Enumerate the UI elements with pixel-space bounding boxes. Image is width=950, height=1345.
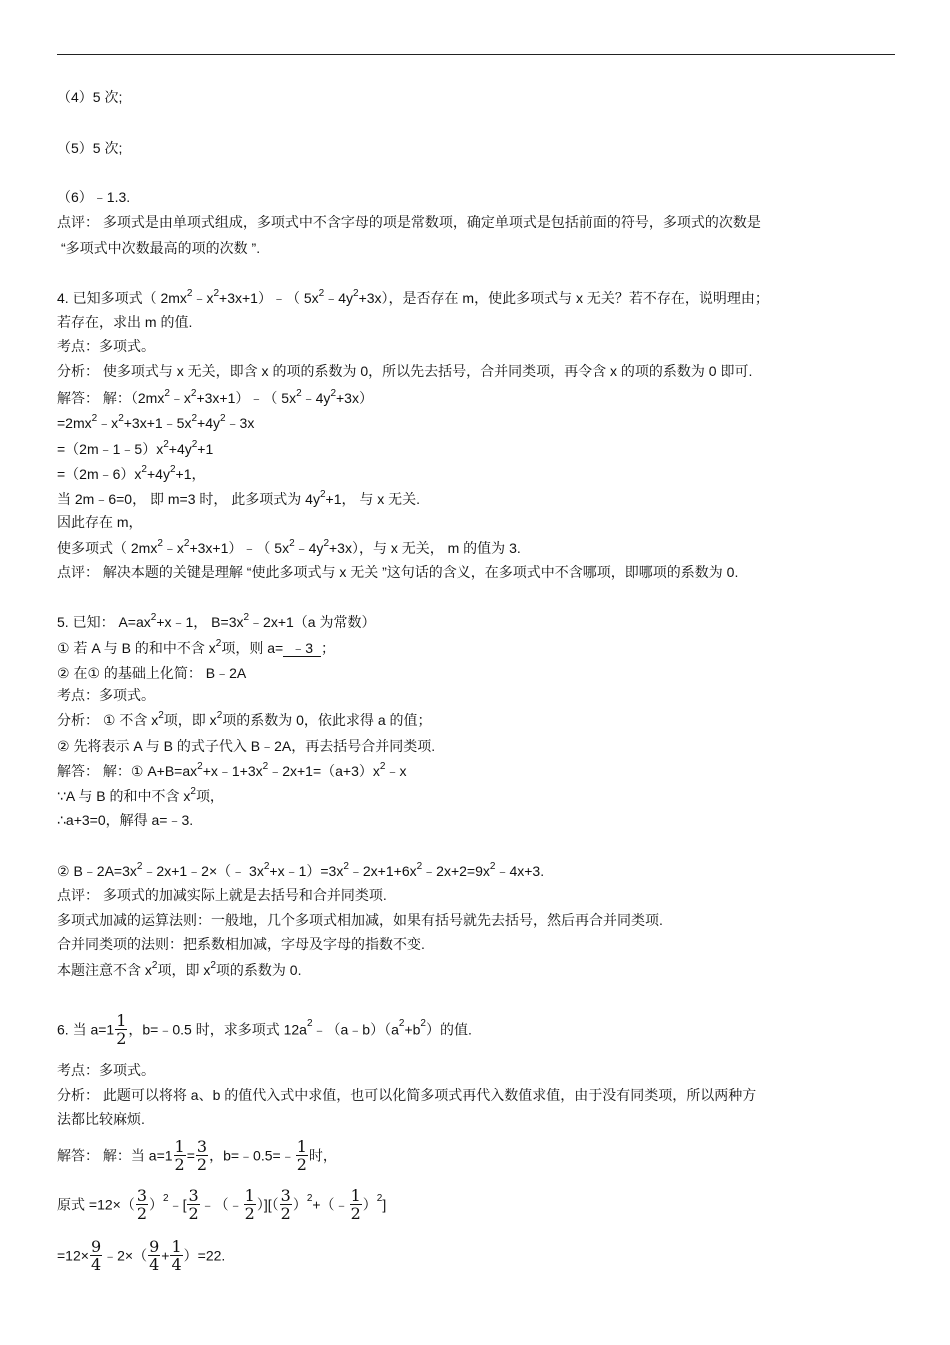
problem-4-step-1: $=2mx^2﹣x^2+3x+1﹣5x^2+4y^2﹣3x$ <box>57 413 255 431</box>
problem-6-analysis-2: 法都比较麻烦. <box>57 1111 145 1127</box>
problem-6-expression: 原式 =12×（ $\frac{3}{2}$ ）$^2$﹣[ $\frac{3}{2}$ ﹣（﹣ $\frac{1}{2}$ ）][（ $\frac{3}{2}$ ）$^2$+（﹣ $\frac{1}{2}$ ）$^2$] <box>57 1185 387 1223</box>
problem-4-step-3: $=(2m﹣6)x^2+4y^2+1$， <box>57 464 206 482</box>
fraction-one-half: $\frac{1}{2}$ <box>296 1136 307 1174</box>
problem-5-question: 5. 已知： $A=ax^2+x﹣1$， $B=3x^2﹣2x+1(a$ 为常数） <box>57 612 376 630</box>
problem-4-solution: 解答： 解：$(2mx^2﹣x^2+3x+1)﹣$（ $5x^2﹣4y^2+3x$） <box>57 388 373 406</box>
problem-5-step-3: ② $B﹣2A=3x^2﹣2x+1﹣2\times(﹣$ $3x^2+x﹣1)=3x^2﹣2x+1+6x^2﹣2x+2=9x^2﹣4x+3$. <box>57 861 545 879</box>
problem-5-analysis-2: ② 先将表示 A 与 B 的式子代入 B﹣2A，再去括号合并同类项. <box>57 738 436 754</box>
fraction-one-half: $\frac{1}{2}$ <box>174 1136 185 1174</box>
problem-5-rule-1: 多项式加减的运算法则：一般地，几个多项式相加减，如果有括号就先去括号，然后再合并同类项. <box>57 912 663 928</box>
problem-5-note: 本题注意不含 $x^2$项，即 $x^2$项的系数为 0. <box>57 960 302 978</box>
answer-blank: ﹣3 <box>283 641 321 657</box>
fraction-one-fourth: $\frac{1}{4}$ <box>171 1236 182 1274</box>
problem-5-step-1: ∵A 与 B 的和中不含 $x^2$项， <box>57 786 224 804</box>
fraction-nine-fourths: $\frac{9}{4}$ <box>90 1236 102 1274</box>
answer-line-5: （5）5 次; <box>57 140 123 156</box>
problem-5-part-2: ② 在① 的基础上化简： B﹣2A <box>57 665 247 681</box>
fraction-one-half: $\frac{1}{2}$ <box>350 1185 361 1223</box>
fraction-three-halves: $\frac{3}{2}$ <box>136 1185 148 1223</box>
problem-5-part-1: ① 若 A 与 B 的和中不含 $x^2$项，则 a= ﹣3 ； <box>57 638 336 656</box>
problem-4-question-2: 若存在，求出 m 的值. <box>57 314 193 330</box>
problem-5-analysis-1: 分析： ① 不含 $x^2$项，即 $x^2$项的系数为 0，依此求得 a 的值； <box>57 710 432 728</box>
problem-4-question: 4. 已知多项式（ $2mx^2﹣x^2+3x+1)﹣$（ $5x^2﹣4y^2+3x$），是否存在 m，使此多项式与 x 无关？若不存在，说明理由； <box>57 288 769 306</box>
fraction-one-half: $\frac{1}{2}$ <box>244 1185 255 1223</box>
comment-line-2: “多项式中次数最高的项的次数 ”. <box>61 240 261 256</box>
problem-6-topic: 考点：多项式。 <box>57 1062 155 1078</box>
fraction-three-halves: $\frac{3}{2}$ <box>188 1185 199 1223</box>
problem-5-rule-2: 合并同类项的法则：把系数相加减，字母及字母的指数不变. <box>57 936 425 952</box>
problem-6-solution: 解答： 解：当 a=1 $\frac{1}{2}$ = $\frac{3}{2}$ ，b=﹣0.5=﹣ $\frac{1}{2}$ 时， <box>57 1136 337 1174</box>
header-rule <box>57 54 895 55</box>
problem-5-step-2: ∴a+3=0，解得 a=﹣3. <box>57 812 194 828</box>
problem-5-solution: 解答： 解：① $A+B=ax^2+x﹣1+3x^2﹣2x+1=(a+3)x^2﹣x$ <box>57 761 407 779</box>
problem-4-topic: 考点：多项式。 <box>57 338 155 354</box>
fraction-one-half: $\frac{1}{2}$ <box>116 1010 127 1048</box>
problem-4-comment: 点评： 解决本题的关键是理解 “使此多项式与 x 无关 ”这句话的含义，在多项式中不含哪项，即哪项的系数为 0. <box>57 564 739 580</box>
problem-4-step-5: 因此存在 m， <box>57 514 143 530</box>
problem-6-analysis-1: 分析： 此题可以将将 a、b 的值代入式中求值，也可以化简多项式再代入数值求值，由于没有同类项，所以两种方 <box>57 1087 757 1103</box>
answer-line-6: （6）﹣1.3. <box>57 189 131 205</box>
answer-line-4: （4）5 次; <box>57 89 123 105</box>
problem-4-analysis: 分析： 使多项式与 x 无关，即含 x 的项的系数为 0，所以先去括号，合并同类项，再令含 x 的项的系数为 0 即可. <box>57 363 753 379</box>
problem-4-step-6: 使多项式（ $2mx^2﹣x^2+3x+1)﹣$（ $5x^2﹣4y^2+3x$），与 x 无关， m 的值为 3. <box>57 538 521 556</box>
problem-6-result: =12× $\frac{9}{4}$ ﹣2×（ $\frac{9}{4}$ + $\frac{1}{4}$ ）=22. <box>57 1236 226 1274</box>
problem-5-comment: 点评： 多项式的加减实际上就是去括号和合并同类项. <box>57 887 387 903</box>
problem-4-step-2: $=(2m﹣1﹣5)x^2+4y^2+1$ <box>57 439 214 457</box>
problem-4-step-4: 当 2m﹣6=0， 即 m=3 时， 此多项式为 $4y^2+1$， 与 x 无关. <box>57 489 421 507</box>
comment-line: 点评： 多项式是由单项式组成，多项式中不含字母的项是常数项，确定单项式是包括前面的符号，多项式的次数是 <box>57 214 761 230</box>
fraction-nine-fourths: $\frac{9}{4}$ <box>149 1236 160 1274</box>
fraction-three-halves: $\frac{3}{2}$ <box>196 1136 208 1174</box>
problem-5-topic: 考点：多项式。 <box>57 687 155 703</box>
fraction-three-halves: $\frac{3}{2}$ <box>280 1185 291 1223</box>
problem-6-question: 6. 当 a=1 $\frac{1}{2}$ ，b=﹣0.5 时，求多项式 $12a^2﹣(a﹣b)(a^2+b^2)$的值. <box>57 1010 472 1048</box>
